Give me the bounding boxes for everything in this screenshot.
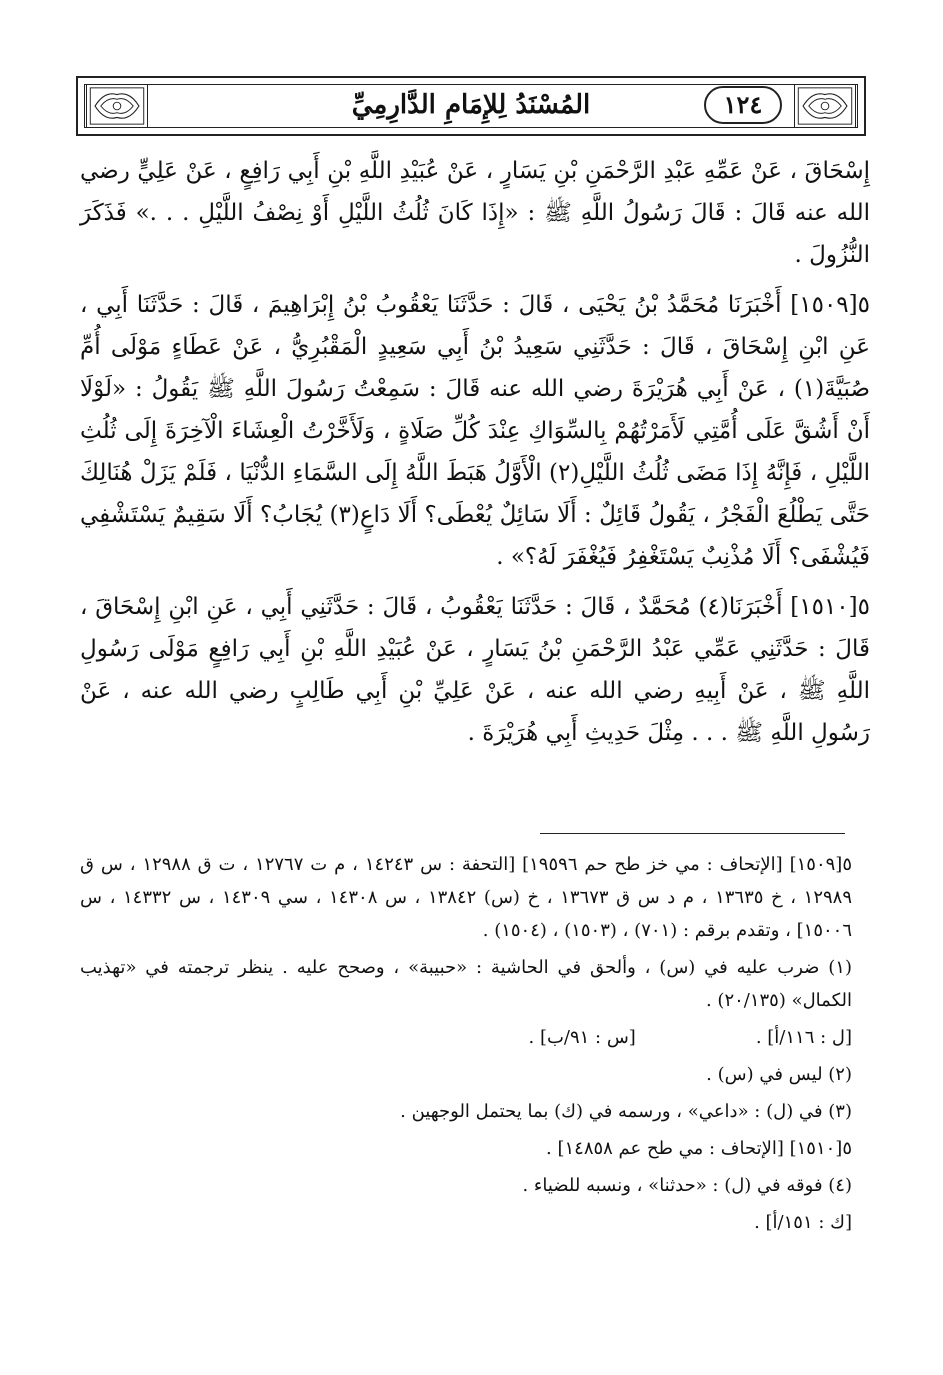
paragraph-continuation: إِسْحَاقَ ، عَنْ عَمِّهِ عَبْدِ الرَّحْمَنِ بْنِ يَسَارٍ ، عَنْ عُبَيْدِ اللَّهِ بْنِ أَبِي رَافِعٍ ، عَنْ عَلِيٍّ رضي الله عنه قَالَ : قَالَ رَسُولُ اللَّهِ ﷺ : «إِذَا كَانَ ثُلُثُ اللَّيْلِ أَوْ نِصْفُ اللَّيْلِ . . .» فَذَكَرَ النُّزُولَ . — [80, 158, 870, 268]
hadith-1510: ٥[١٥١٠] أَخْبَرَنَا(٤) مُحَمَّدٌ ، قَالَ : حَدَّثَنَا يَعْقُوبُ ، قَالَ : حَدَّثَنِي أَبِي ، عَنِ ابْنِ إِسْحَاقَ ، قَالَ : حَدَّثَنِي عَمِّي عَبْدُ الرَّحْمَنِ بْنُ يَسَارٍ ، عَنْ عُبَيْدِ اللَّهِ بْنِ أَبِي رَافِعٍ مَوْلَى رَسُولِ اللَّهِ ﷺ ، عَنْ أَبِيهِ رضي الله عنه ، عَنْ عَلِيِّ بْنِ أَبِي طَالِبٍ رضي الله عنه ، عَنْ رَسُولِ اللَّهِ ﷺ . . . مِثْلَ حَدِيثِ أَبِي هُرَيْرَةَ . — [80, 594, 870, 746]
footnote-4: (٤) فوقه في (ل) : «حدثنا» ، ونسبه للضياء . — [522, 1175, 852, 1196]
manuscript-ref-s: [س : ٩١/ب] . — [528, 1027, 636, 1048]
manuscript-refs — [80, 1021, 852, 1054]
ornament-emblem-icon — [86, 84, 148, 128]
footnote-3: (٣) في (ل) : «داعي» ، ورسمه في (ك) بما يحتمل الوجهين . — [400, 1101, 852, 1122]
footnote-divider — [540, 833, 845, 834]
footnote-2: (٢) ليس في (س) . — [706, 1064, 852, 1085]
footnotes — [80, 848, 852, 1243]
main-text — [80, 150, 870, 762]
hadith-1509: ٥[١٥٠٩] أَخْبَرَنَا مُحَمَّدُ بْنُ يَحْيَى ، قَالَ : حَدَّثَنَا يَعْقُوبُ بْنُ إِبْرَاهِيمَ ، قَالَ : حَدَّثَنَا أَبِي ، عَنِ ابْنِ إِسْحَاقَ ، قَالَ : حَدَّثَنِي سَعِيدُ بْنُ أَبِي سَعِيدٍ الْمَقْبُرِيُّ ، عَنْ عَطَاءٍ مَوْلَى أُمِّ صُبَيَّةَ(١) ، عَنْ أَبِي هُرَيْرَةَ رضي الله عنه قَالَ : سَمِعْتُ رَسُولَ اللَّهِ ﷺ يَقُولُ : «لَوْلَا أَنْ أَشُقَّ عَلَى أُمَّتِي لَأَمَرْتُهُمْ بِالسِّوَاكِ عِنْدَ كُلِّ صَلَاةٍ ، وَلَأَخَّرْتُ الْعِشَاءَ الْآخِرَةَ إِلَى ثُلُثِ اللَّيْلِ ، فَإِنَّهُ إِذَا مَضَى ثُلُثُ اللَّيْلِ(٢) الْأَوَّلُ هَبَطَ اللَّهُ إِلَى السَّمَاءِ الدُّنْيَا ، فَلَمْ يَزَلْ هُنَالِكَ حَتَّى يَطْلُعَ الْفَجْرُ ، يَقُولُ قَائِلٌ : أَلَا سَائِلٌ يُعْطَى؟ أَلَا دَاعٍ(٣) يُجَابُ؟ أَلَا سَقِيمٌ يَسْتَشْفِي فَيُشْفَى؟ أَلَا مُذْنِبٌ يَسْتَغْفِرُ فَيُغْفَرَ لَهُ؟» . — [80, 292, 870, 570]
running-title: المُسْنَدُ لِلإِمَامِ الدَّارِمِيِّ — [351, 90, 591, 120]
ornament-emblem-icon — [794, 84, 856, 128]
footnote-1: (١) ضرب عليه في (س) ، وألحق في الحاشية : «حبيبة» ، وصحح عليه . ينظر ترجمته في «تهذيب الكمال» (٢٠/١٣٥) . — [80, 957, 852, 1011]
manuscript-ref-k: [ك : ١٥١/أ] . — [754, 1212, 852, 1233]
page-number: ١٢٤ — [704, 86, 782, 124]
footnote-takhrij-1509: ٥[١٥٠٩] [الإتحاف : مي خز طح حم ١٩٥٩٦] [التحفة : س ١٤٢٤٣ ، م ت ١٢٧٦٧ ، ت ق ١٢٩٨٨ ، س ق ١٢٩٨٩ ، خ ١٣٦٣٥ ، م د س ق ١٣٦٧٣ ، خ (س) ١٣٨٤٢ ، س ١٤٣٠٨ ، سي ١٤٣٠٩ ، س ١٤٣٣٢ ، س ١٥٠٠٦] ، وتقدم برقم : (٧٠١) ، (١٥٠٣) ، (١٥٠٤) . — [80, 854, 853, 941]
footnote-takhrij-1510: ٥[١٥١٠] [الإتحاف : مي طح عم ١٤٨٥٨] . — [546, 1138, 852, 1159]
manuscript-ref-l: [ل : ١١٦/أ] . — [755, 1027, 852, 1048]
page-header — [76, 76, 866, 136]
